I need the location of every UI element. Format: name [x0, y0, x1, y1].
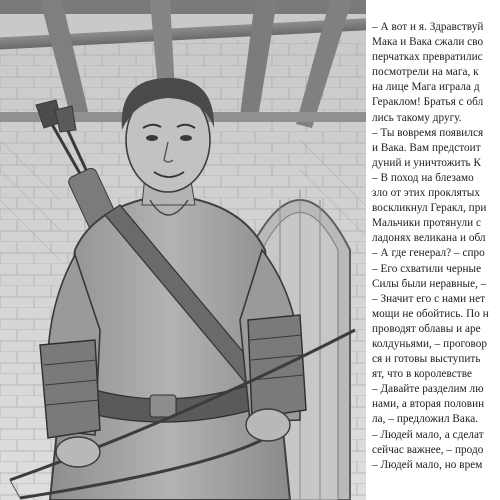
text-line: ят, что в королевстве: [372, 368, 472, 381]
text-line: лись такому другу.: [372, 111, 462, 124]
text-line: перчатках превратилис: [372, 51, 483, 64]
text-line: – Значит его с нами нет: [372, 292, 486, 305]
text-line: нами, а вторая половин: [372, 398, 485, 411]
text-line: ся и готовы выступить: [372, 353, 481, 366]
text-line: – А вот и я. Здравствуй: [372, 21, 484, 33]
text-line: Мальчики протянули с: [372, 217, 482, 230]
page-text: [372, 20, 500, 500]
text-line: зло от этих проклятых: [372, 187, 480, 200]
text-line: – Давайте разделим лю: [372, 383, 484, 396]
text-line: ладонях великана и обл: [372, 232, 486, 245]
text-line: ла, – предложил Вака.: [372, 413, 479, 426]
text-line: сейчас важнее, – продо: [372, 443, 484, 456]
text-line: Мака и Вака сжали сво: [372, 36, 484, 49]
text-line: – В поход на блезамо: [372, 171, 474, 184]
text-line: Гераклом! Братья с обл: [372, 96, 484, 109]
text-line: воскликнул Геракл, при: [372, 202, 487, 215]
text-line: колдуньями, – проговор: [372, 337, 488, 350]
text-line: – Ты вовремя появился: [372, 126, 484, 139]
text-line: проводят облавы и аре: [372, 322, 481, 335]
text-line: – Его схватили черные: [372, 262, 482, 275]
text-line: – Людей мало, а сделат: [372, 428, 484, 441]
text-line: на лице Мага играла д: [372, 81, 480, 94]
text-line: Силы были неравные, –: [372, 277, 487, 290]
text-line: и Вака. Вам предстоит: [372, 141, 481, 154]
text-line: дуний и уничтожить К: [372, 156, 482, 169]
text-line: – Людей мало, но врем: [372, 458, 483, 471]
text-line: мощи не обойтись. По н: [372, 307, 489, 320]
text-line: посмотрели на мага, к: [372, 66, 479, 79]
text-line: – А где генерал? – спро: [372, 247, 485, 260]
